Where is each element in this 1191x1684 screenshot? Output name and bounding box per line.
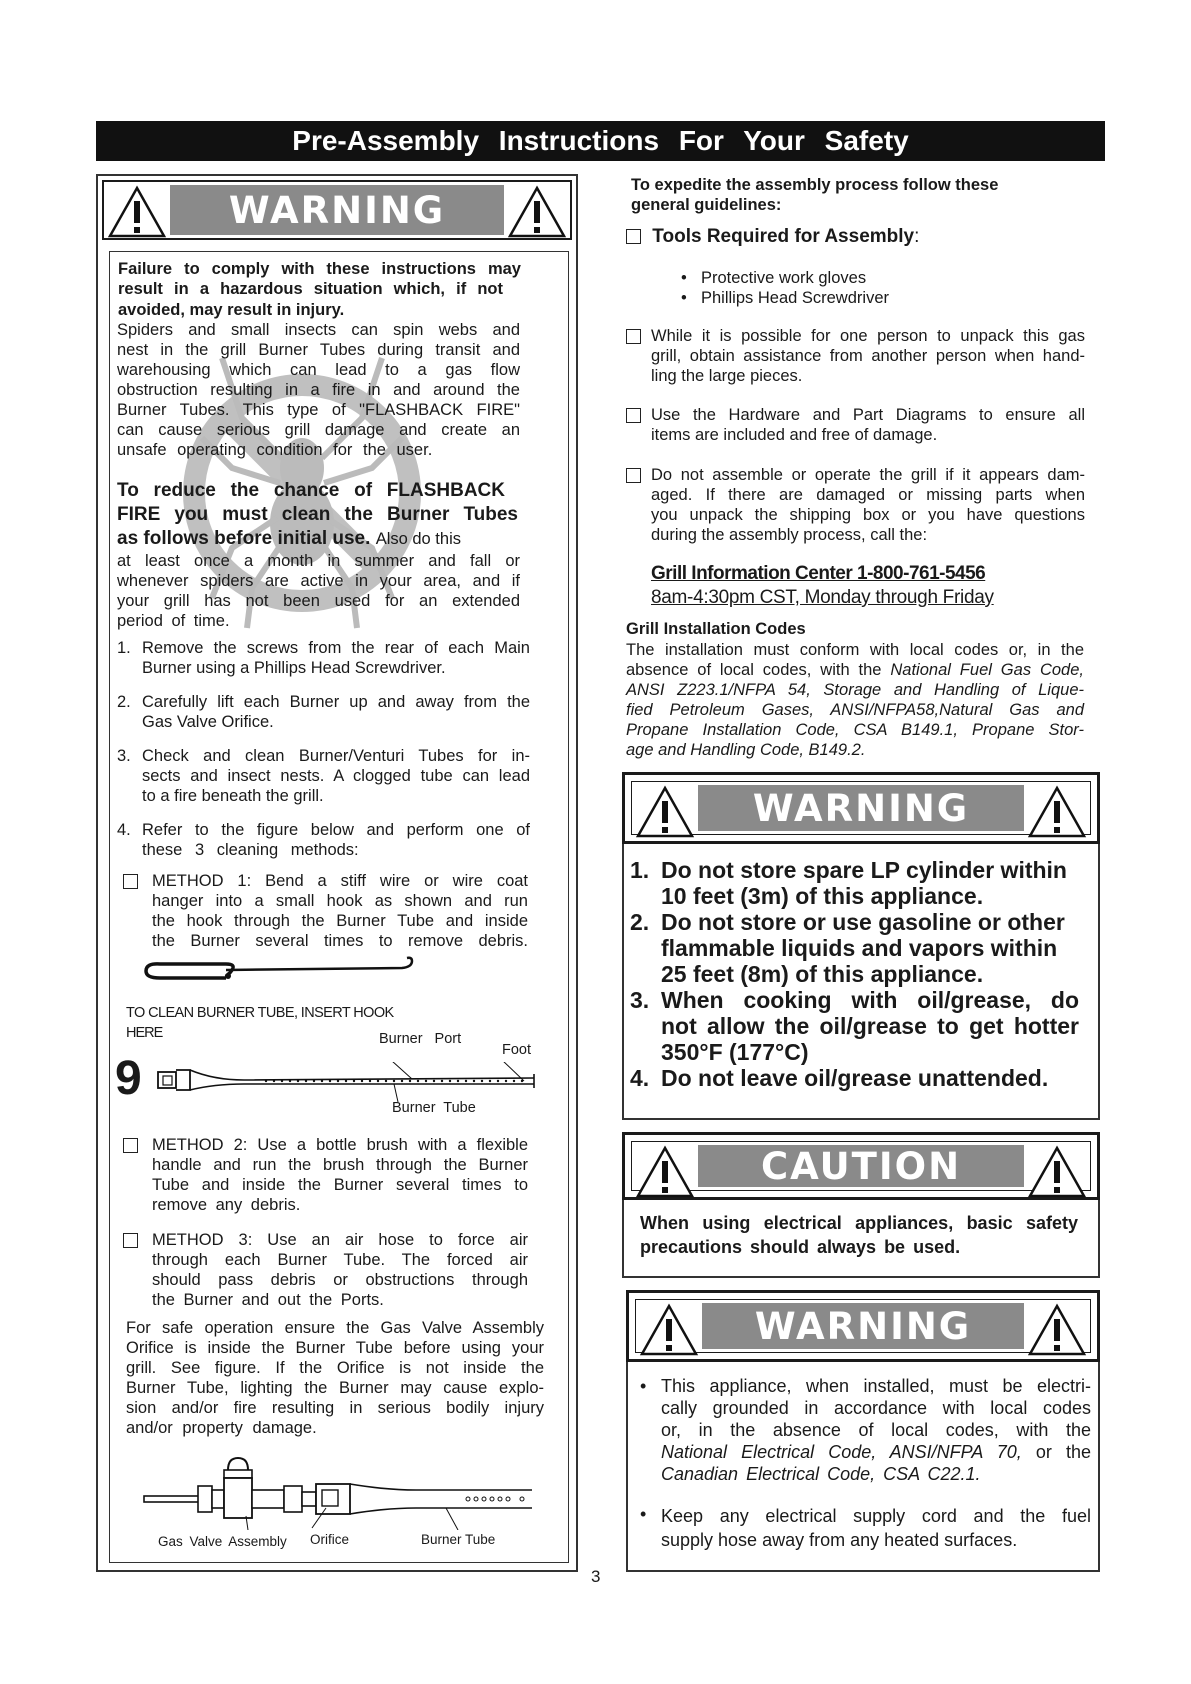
caution-text-line: precautions should always be used.	[640, 1237, 961, 1257]
caution-banner	[622, 1132, 1100, 1200]
intro-warning-line: Failure to comply with these instructions may	[118, 260, 521, 278]
page-number: 3	[591, 1567, 601, 1586]
step-line: these 3 cleaning methods:	[142, 841, 359, 859]
codes-line: age and Handling Code, B149.2.	[626, 741, 866, 759]
gas-valve-figure	[136, 1450, 536, 1530]
method-line: the Burner and out the Ports.	[152, 1291, 384, 1309]
grounding-line: cally grounded in accordance with local codes	[661, 1398, 1091, 1418]
reduce-heading-line: as follows before initial use. Also do this	[117, 528, 461, 549]
method3-checkbox[interactable]	[123, 1233, 138, 1248]
reduce-line: at least once a month in summer and fall or	[117, 552, 520, 570]
step-line: Remove the screws from the rear of each Main	[142, 639, 530, 657]
warning-line: flammable liquids and vapors within	[661, 935, 1058, 961]
tool-item: Phillips Head Screwdriver	[701, 289, 889, 307]
foot-label: Foot	[502, 1042, 532, 1058]
step-line: Refer to the figure below and perform one of	[142, 821, 530, 839]
figure-digit: 9	[115, 1052, 142, 1105]
step-number: 3.	[117, 747, 131, 765]
warning-line: Do not store or use gasoline or other	[661, 909, 1065, 935]
method-line: remove any debris.	[152, 1196, 301, 1214]
warning-triangle-icon	[1027, 1145, 1087, 1199]
fig1-caption: HERE	[126, 1025, 163, 1041]
step-line: sects and insect nests. A clogged tube can lead	[142, 767, 530, 785]
caution-text-line: When using electrical appliances, basic safety	[640, 1213, 1078, 1233]
step-number: 2.	[117, 693, 131, 711]
method-line: METHOD 2: Use a bottle brush with a flexible	[152, 1136, 528, 1154]
guide-line: Use the Hardware and Part Diagrams to ensure all	[651, 406, 1085, 424]
guide2-checkbox[interactable]	[626, 408, 641, 423]
codes-line: Propane Installation Code, CSA B149.1, Propane Stor-	[626, 721, 1084, 739]
safe-line: Burner Tube, lighting the Burner may cause explo-	[126, 1379, 544, 1397]
warning-line: not allow the oil/grease to get hotter	[661, 1013, 1079, 1039]
method-line: METHOD 1: Bend a stiff wire or wire coat	[152, 872, 528, 890]
reduce-line: whenever spiders are active in your area, and if	[117, 572, 520, 590]
guide1-checkbox[interactable]	[626, 329, 641, 344]
warning-number: 3.	[630, 987, 650, 1013]
burner-tube-figure	[154, 1062, 540, 1106]
bullet-icon: •	[681, 269, 687, 287]
warning-label: WARNING	[702, 1303, 1024, 1349]
warning-banner-right-1	[622, 772, 1100, 844]
hose-line: supply hose away from any heated surfaces.	[661, 1530, 1018, 1550]
step-line: to a fire beneath the grill.	[142, 787, 324, 805]
caution-label: CAUTION	[698, 1145, 1024, 1187]
codes-line: The installation must conform with local codes or, in the	[626, 641, 1084, 659]
step-line: Gas Valve Orifice.	[142, 713, 274, 731]
bullet-icon: •	[640, 1376, 647, 1396]
guide-line: items are included and free of damage.	[651, 426, 938, 444]
wire-hook-figure	[140, 956, 420, 992]
guide-line: Do not assemble or operate the grill if it appears dam-	[651, 466, 1085, 484]
warning-triangle-icon	[1027, 1303, 1087, 1357]
warning-triangle-icon	[635, 785, 695, 839]
orifice-label: Orifice	[310, 1532, 350, 1547]
warning-line: 25 feet (8m) of this appliance.	[661, 961, 984, 987]
step-number: 1.	[117, 639, 131, 657]
reduce-heading-line: FIRE you must clean the Burner Tubes	[117, 504, 518, 525]
method-line: should pass debris or obstructions through	[152, 1271, 528, 1289]
intro-line: Spiders and small insects can spin webs and	[117, 321, 520, 339]
safe-line: Orifice is inside the Burner Tube before using your	[126, 1339, 544, 1357]
grounding-line: This appliance, when installed, must be electri-	[661, 1376, 1091, 1396]
intro-line: Burner Tubes. This type of "FLASHBACK FIRE"	[117, 401, 520, 419]
step-line: Carefully lift each Burner up and away from the	[142, 693, 530, 711]
method-line: hanger into a small hook as shown and run	[152, 892, 528, 910]
grounding-line: or, in the absence of local codes, with the	[661, 1420, 1091, 1440]
method-line: METHOD 3: Use an air hose to force air	[152, 1231, 528, 1249]
warning-number: 4.	[630, 1065, 650, 1091]
method-line: the hook through the Burner Tube and inside	[152, 912, 528, 930]
method2-checkbox[interactable]	[123, 1138, 138, 1153]
warning-label: WARNING	[698, 785, 1024, 831]
codes-line: ANSI Z223.1/NFPA 54, Storage and Handling of Lique-	[626, 681, 1084, 699]
expedite-heading: To expedite the assembly process follow these general guidelines:	[631, 176, 999, 214]
fig1-caption: TO CLEAN BURNER TUBE, INSERT HOOK	[126, 1005, 394, 1021]
warning-line: Do not leave oil/grease unattended.	[661, 1065, 1049, 1091]
intro-line: unsafe operating condition for the user.	[117, 441, 433, 459]
step-line: Burner using a Phillips Head Screwdriver.	[142, 659, 446, 677]
burner-port-label: Burner Port	[379, 1031, 462, 1047]
info-center-hours: 8am-4:30pm CST, Monday through Friday	[651, 587, 994, 608]
method-line: handle and run the brush through the Burner	[152, 1156, 528, 1174]
method-line: through each Burner Tube. The forced air	[152, 1251, 528, 1269]
warning-line: Do not store spare LP cylinder within	[661, 857, 1067, 883]
step-line: Check and clean Burner/Venturi Tubes for in-	[142, 747, 530, 765]
burner-tube-label-2: Burner Tube	[421, 1532, 496, 1547]
reduce-tail: Also do this	[375, 530, 461, 548]
reduce-line: your grill has not been used for an extended	[117, 592, 520, 610]
guide-line: While it is possible for one person to unpack this gas	[651, 327, 1085, 345]
warning-triangle-icon	[507, 185, 567, 239]
grounding-tail: or the	[1035, 1442, 1091, 1462]
safe-line: and/or property damage.	[126, 1419, 317, 1437]
safe-line: sion and/or fire resulting in serious bodily injury	[126, 1399, 544, 1417]
codes-line: absence of local codes, with the National Fuel Gas Code,	[626, 661, 1084, 679]
reduce-heading-line: To reduce the chance of FLASHBACK	[117, 480, 505, 501]
intro-line: warehousing which can lead to a gas flow	[117, 361, 520, 379]
tool-item: Protective work gloves	[701, 269, 867, 287]
safe-line: For safe operation ensure the Gas Valve Assembly	[126, 1319, 544, 1337]
warning-triangle-icon	[635, 1145, 695, 1199]
guide3-checkbox[interactable]	[626, 468, 641, 483]
guide-line: grill, obtain assistance from another person when hand-	[651, 347, 1085, 365]
codes-heading: Grill Installation Codes	[626, 620, 806, 638]
intro-line: obstruction resulting in a fire in and around the	[117, 381, 520, 399]
intro-warning-line: avoided, may result in injury.	[118, 301, 345, 319]
method1-checkbox[interactable]	[123, 874, 138, 889]
warning-line: 10 feet (3m) of this appliance.	[661, 883, 984, 909]
method-line: Tube and inside the Burner several times to	[152, 1176, 528, 1194]
warning-number: 2.	[630, 909, 650, 935]
guide-line: you unpack the shipping box or you have questions	[651, 506, 1085, 524]
page-title: Pre-Assembly Instructions For Your Safety	[96, 121, 1105, 161]
bullet-icon: •	[681, 289, 687, 307]
grounding-line	[661, 1441, 1091, 1463]
safe-line: grill. See figure. If the Orifice is not inside the	[126, 1359, 544, 1377]
warning-line: When cooking with oil/grease, do	[661, 987, 1079, 1013]
tools-checkbox[interactable]	[626, 229, 641, 244]
step-number: 4.	[117, 821, 131, 839]
warning-triangle-icon	[639, 1303, 699, 1357]
warning-label: WARNING	[170, 185, 504, 235]
bullet-icon: •	[640, 1504, 647, 1524]
electrical-code-name: Canadian Electrical Code, CSA C22.1.	[661, 1464, 981, 1484]
guide-line: during the assembly process, call the:	[651, 526, 928, 544]
warning-line: 350°F (177°C)	[661, 1039, 809, 1065]
intro-line: can cause serious grill damage and create an	[117, 421, 520, 439]
intro-line: nest in the grill Burner Tubes during transit and	[117, 341, 520, 359]
hose-line: Keep any electrical supply cord and the fuel	[661, 1506, 1091, 1526]
guide-line: ling the large pieces.	[651, 367, 803, 385]
gas-valve-label: Gas Valve Assembly	[158, 1534, 287, 1549]
warning-banner-left	[99, 177, 575, 243]
electrical-code-name: National Electrical Code, ANSI/NFPA 70,	[661, 1442, 1022, 1462]
tools-heading: Tools Required for Assembly:	[626, 225, 919, 249]
intro-warning-line: result in a hazardous situation which, if not	[118, 280, 503, 298]
burner-tube-label: Burner Tube	[392, 1100, 476, 1116]
method-line: the Burner several times to remove debris.	[152, 932, 528, 950]
warning-banner-right-2	[626, 1290, 1100, 1362]
guide-line: aged. If there are damaged or missing parts when	[651, 486, 1085, 504]
codes-line: fied Petroleum Gases, ANSI/NFPA58,Natural Gas and	[626, 701, 1084, 719]
warning-triangle-icon	[1027, 785, 1087, 839]
warning-triangle-icon	[107, 185, 167, 239]
warning-number: 1.	[630, 857, 650, 883]
info-center-phone: Grill Information Center 1-800-761-5456	[651, 563, 986, 584]
reduce-last-line: period of time.	[117, 612, 230, 630]
